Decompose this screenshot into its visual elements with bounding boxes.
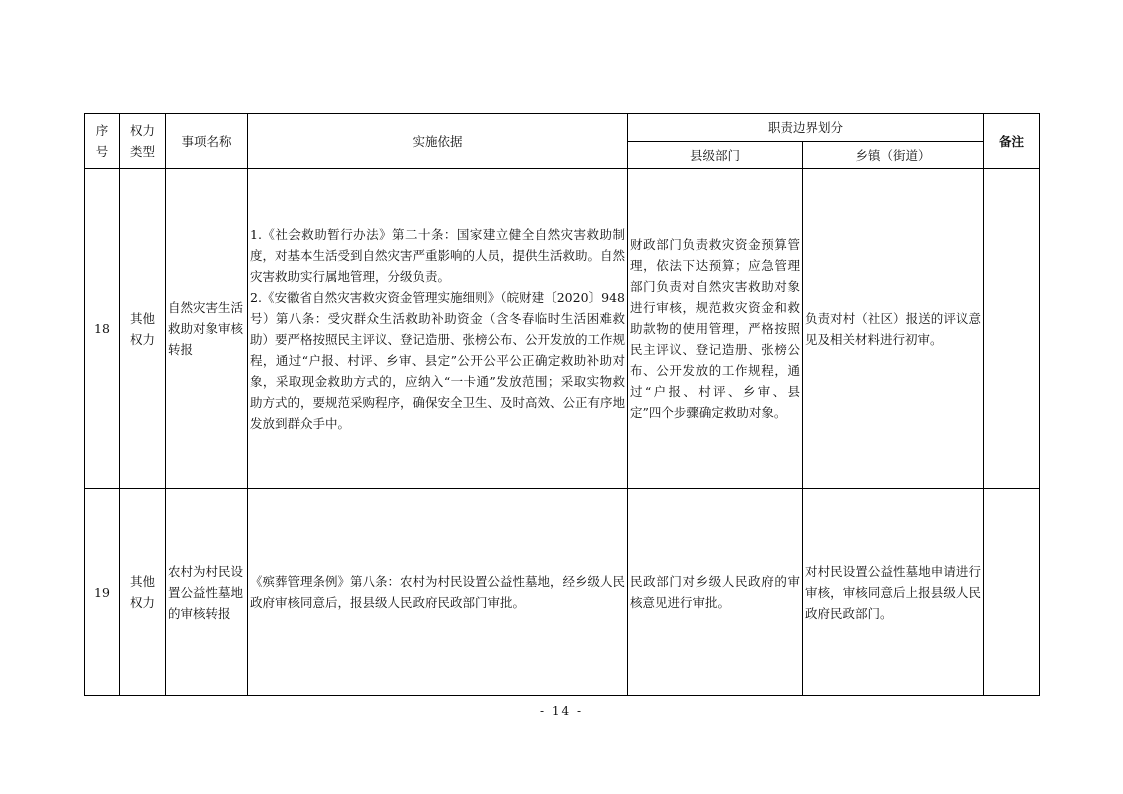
responsibility-table [84, 113, 1040, 696]
row-township: 对村民设置公益性墓地申请进行审核，审核同意后上报县级人民政府民政部门。 [803, 489, 984, 696]
header-seq: 序 号 [85, 114, 120, 169]
row-county: 财政部门负责救灾资金预算管理，依法下达预算；应急管理部门负责对自然灾害救助对象进行审核，规范救灾资金和救助款物的使用管理，严格按照民主评议、登记造册、张榜公布、公开发放的工作规程，通过“户报、村评、乡审、县定”四个步骤确定救助对象。 [628, 169, 803, 489]
row-seq: 19 [85, 489, 120, 696]
row-item-name: 农村为村民设置公益性墓地的审核转报 [166, 489, 248, 696]
page-number: - 14 - [539, 704, 583, 718]
row-basis: 《殡葬管理条例》第八条：农村为村民设置公益性墓地，经乡级人民政府审核同意后，报县级人民政府民政部门审批。 [248, 489, 628, 696]
row-note [984, 169, 1040, 489]
header-note: 备注 [984, 114, 1040, 169]
header-division: 职责边界划分 [628, 114, 984, 142]
header-item-name: 事项名称 [166, 114, 248, 169]
header-township: 乡镇（街道） [803, 142, 984, 169]
header-county: 县级部门 [628, 142, 803, 169]
row-county: 民政部门对乡级人民政府的审核意见进行审批。 [628, 489, 803, 696]
row-note [984, 489, 1040, 696]
header-basis: 实施依据 [248, 114, 628, 169]
table-row [85, 169, 1040, 489]
table-row [85, 489, 1040, 696]
header-power-type: 权力 类型 [120, 114, 166, 169]
row-power-type: 其他 权力 [120, 169, 166, 489]
row-item-name: 自然灾害生活救助对象审核转报 [166, 169, 248, 489]
row-township: 负责对村（社区）报送的评议意见及相关材料进行初审。 [803, 169, 984, 489]
row-power-type: 其他 权力 [120, 489, 166, 696]
row-seq: 18 [85, 169, 120, 489]
row-basis: 1.《社会救助暂行办法》第二十条：国家建立健全自然灾害救助制度，对基本生活受到自然灾害严重影响的人员，提供生活救助。自然灾害救助实行属地管理，分级负责。 2.《安徽省自然灾害救灾资金管理实施细则》（皖财建〔2020〕948号）第八条：受灾群众生活救助补助资金（含冬春临时生活困难救助）要严格按照民主评议、登记造册、张榜公布、公开发放的工作规程，通过“户报、村评、乡审、县定”公开公平公正确定救助补助对象，采取现金救助方式的，应纳入“一卡通”发放范围；采取实物救助方式的，要规范采购程序，确保安全卫生、及时高效、公正有序地发放到群众手中。 [248, 169, 628, 489]
header-row-1 [85, 114, 1040, 142]
